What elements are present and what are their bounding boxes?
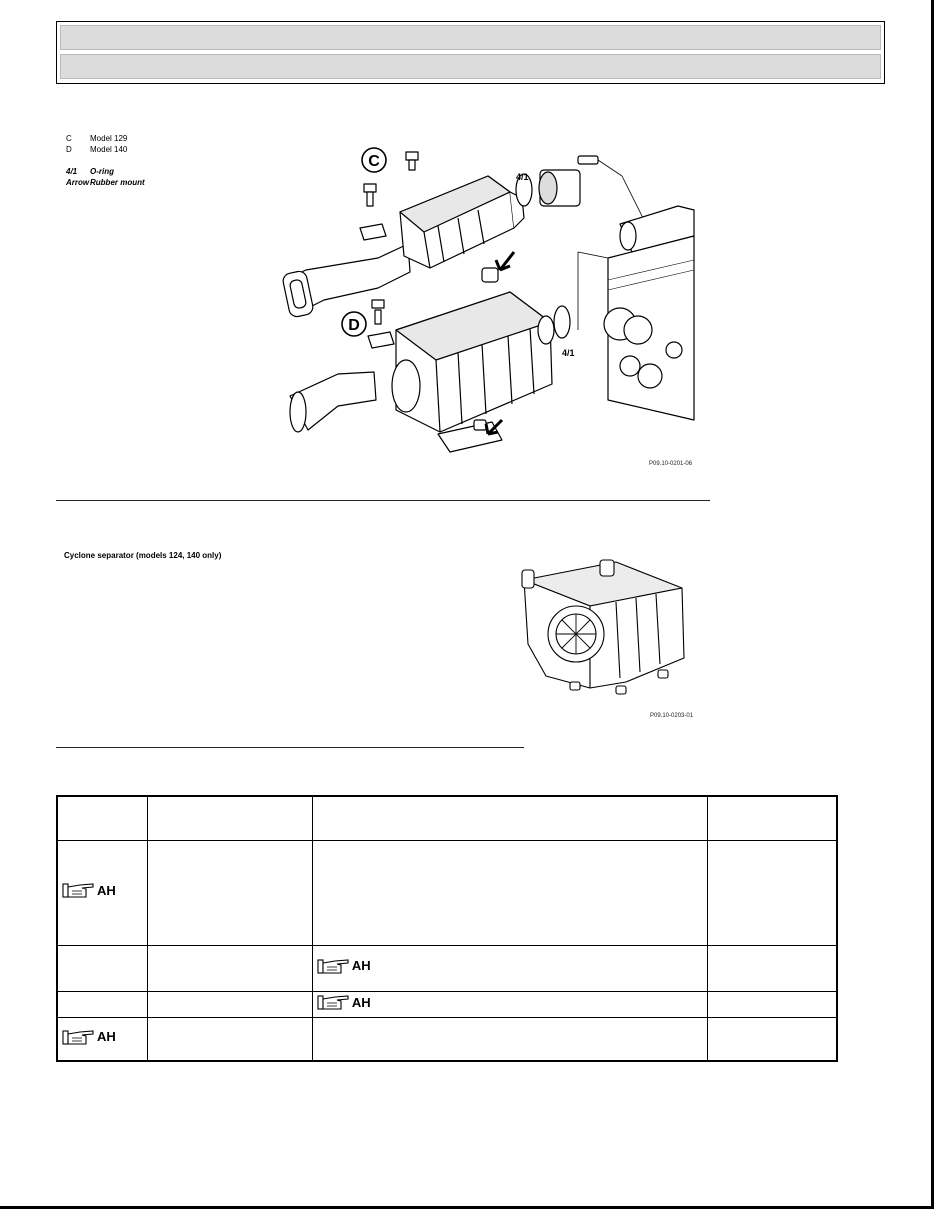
table-cell — [312, 796, 707, 840]
table-cell — [707, 945, 837, 991]
callout-d-label: D — [348, 317, 360, 334]
figure1-legend — [66, 133, 145, 188]
table-row — [57, 991, 837, 1017]
header-subtitle-bar — [60, 54, 881, 79]
table-cell — [148, 1018, 313, 1061]
pointing-hand-icon — [317, 993, 351, 1011]
header-title-bar — [60, 25, 881, 50]
table-cell — [312, 945, 707, 991]
pointing-hand-icon — [62, 881, 96, 899]
figure2-caption: Cyclone separator (models 124, 140 only) — [64, 551, 222, 560]
table-cell — [57, 945, 148, 991]
legend-row-d — [66, 144, 145, 155]
ah-reference[interactable] — [317, 957, 371, 975]
legend-text: Rubber mount — [90, 178, 145, 187]
table-cell — [707, 1018, 837, 1061]
table-cell — [57, 1018, 148, 1061]
divider-2 — [56, 747, 524, 748]
ah-reference[interactable] — [62, 1028, 116, 1046]
table-cell — [148, 945, 313, 991]
header-box — [56, 21, 885, 84]
table-cell — [148, 840, 313, 945]
label-oring-bottom: 4/1 — [562, 348, 575, 358]
callout-c-label: C — [368, 153, 380, 170]
legend-key: D — [66, 145, 72, 154]
legend-text: O-ring — [90, 167, 114, 176]
ah-label: AH — [351, 994, 371, 1010]
legend-text: Model 140 — [90, 145, 128, 154]
figure2-code: P09.10-0203-01 — [650, 713, 694, 719]
pointing-hand-icon — [62, 1028, 96, 1046]
table-cell — [707, 796, 837, 840]
table-cell — [57, 840, 148, 945]
legend-text: Model 129 — [90, 134, 128, 143]
table-cell — [312, 991, 707, 1017]
ah-reference[interactable] — [317, 993, 371, 1011]
table-cell — [312, 1018, 707, 1061]
table-cell — [148, 796, 313, 840]
cyclone-separator-diagram — [516, 558, 691, 698]
table-cell — [312, 840, 707, 945]
table-cell — [707, 991, 837, 1017]
legend-row-oring — [66, 166, 145, 177]
table-row — [57, 945, 837, 991]
table-cell — [57, 991, 148, 1017]
legend-row-c — [66, 133, 145, 144]
legend-row-arrow — [66, 177, 145, 188]
table-header-row — [57, 796, 837, 840]
ah-label: AH — [351, 958, 371, 974]
ah-label: AH — [97, 882, 116, 898]
figure1-code: P09.10-0201-06 — [649, 461, 693, 467]
label-oring-top: 4/1 — [516, 172, 529, 182]
table-cell — [707, 840, 837, 945]
divider-1 — [56, 500, 710, 501]
procedure-table — [56, 795, 838, 1062]
legend-key: Arrow — [66, 178, 90, 187]
air-cleaner-exploded-diagram — [278, 140, 698, 460]
ah-label: AH — [97, 1029, 116, 1045]
legend-key: 4/1 — [66, 167, 78, 176]
ah-reference[interactable] — [62, 881, 116, 899]
table-cell — [148, 991, 313, 1017]
legend-key: C — [66, 134, 72, 143]
table-cell — [57, 796, 148, 840]
table-row — [57, 1018, 837, 1061]
table-row — [57, 840, 837, 945]
pointing-hand-icon — [317, 957, 351, 975]
